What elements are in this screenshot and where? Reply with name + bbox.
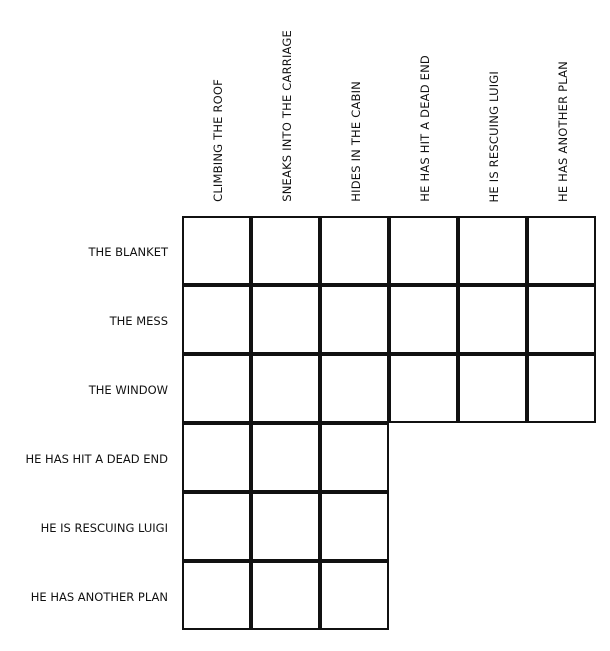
- grid-cell-r6-c2[interactable]: [251, 561, 320, 630]
- grid-cell-r4-c1[interactable]: [182, 423, 251, 492]
- row-header-1: THE BLANKET: [88, 244, 168, 259]
- grid-cell-r1-c4[interactable]: [389, 216, 458, 285]
- column-header-6: [552, 10, 574, 202]
- column-header-label: HE HAS ANOTHER PLAN: [555, 60, 570, 202]
- grid-cell-r2-c3[interactable]: [320, 285, 389, 354]
- grid-cell-r3-c4[interactable]: [389, 354, 458, 423]
- column-header-2: [276, 10, 298, 202]
- grid-cell-r3-c2[interactable]: [251, 354, 320, 423]
- column-header-label: CLIMBING THE ROOF: [210, 79, 225, 202]
- grid-cell-r4-c2[interactable]: [251, 423, 320, 492]
- column-header-label: HIDES IN THE CABIN: [348, 81, 363, 202]
- grid-cell-r2-c5[interactable]: [458, 285, 527, 354]
- row-header-3: THE WINDOW: [88, 382, 168, 397]
- grid-cell-r3-c6[interactable]: [527, 354, 596, 423]
- column-header-label: SNEAKS INTO THE CARRIAGE: [279, 30, 294, 202]
- grid-cell-r1-c5[interactable]: [458, 216, 527, 285]
- grid-cell-r6-c1[interactable]: [182, 561, 251, 630]
- grid-cell-r3-c5[interactable]: [458, 354, 527, 423]
- grid-cell-r1-c2[interactable]: [251, 216, 320, 285]
- row-header-6: HE HAS ANOTHER PLAN: [30, 589, 168, 604]
- column-header-1: [207, 10, 229, 202]
- row-header-4: HE HAS HIT A DEAD END: [25, 451, 168, 466]
- row-header-5: HE IS RESCUING LUIGI: [40, 520, 168, 535]
- grid-cell-r2-c4[interactable]: [389, 285, 458, 354]
- grid-cell-r5-c1[interactable]: [182, 492, 251, 561]
- grid-cell-r5-c3[interactable]: [320, 492, 389, 561]
- grid-cell-r1-c1[interactable]: [182, 216, 251, 285]
- grid-cell-r6-c3[interactable]: [320, 561, 389, 630]
- column-header-label: HE IS RESCUING LUIGI: [486, 70, 501, 202]
- grid-cell-r1-c3[interactable]: [320, 216, 389, 285]
- grid-cell-r5-c2[interactable]: [251, 492, 320, 561]
- grid-cell-r2-c2[interactable]: [251, 285, 320, 354]
- column-header-5: [483, 10, 505, 202]
- grid-cell-r2-c6[interactable]: [527, 285, 596, 354]
- column-header-4: [414, 10, 436, 202]
- column-header-3: [345, 10, 367, 202]
- column-header-label: HE HAS HIT A DEAD END: [417, 55, 432, 202]
- grid-cell-r1-c6[interactable]: [527, 216, 596, 285]
- grid-cell-r4-c3[interactable]: [320, 423, 389, 492]
- grid-cell-r3-c3[interactable]: [320, 354, 389, 423]
- grid-cell-r3-c1[interactable]: [182, 354, 251, 423]
- row-header-2: THE MESS: [109, 313, 168, 328]
- grid-cell-r2-c1[interactable]: [182, 285, 251, 354]
